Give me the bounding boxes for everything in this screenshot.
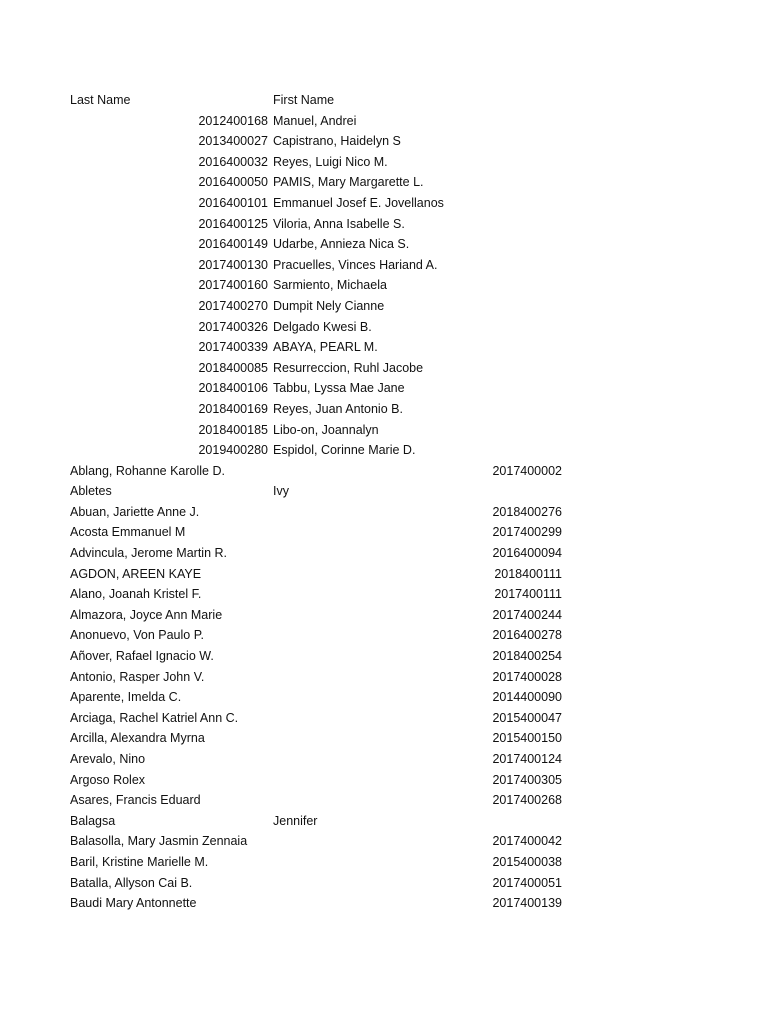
student-id-cell: 2017400305 [492, 772, 562, 787]
table-row [70, 399, 670, 420]
student-id-cell: 2018400111 [494, 566, 562, 581]
table-row [70, 440, 670, 461]
student-id-cell: 2015400150 [492, 731, 562, 746]
header-first-name: First Name [273, 93, 335, 107]
table-row [70, 275, 670, 296]
full-name-cell: Tabbu, Lyssa Mae Jane [273, 381, 405, 396]
student-id-cell: 2017400268 [492, 793, 562, 808]
student-id-cell: 2018400254 [492, 649, 562, 664]
last-name-cell: Almazora, Joyce Ann Marie [70, 607, 223, 622]
student-id-cell: 2017400124 [492, 752, 562, 766]
student-id-cell: 2017400002 [492, 463, 562, 478]
student-id-cell: 2018400085 [198, 360, 268, 375]
table-row [70, 234, 670, 255]
spreadsheet-page [70, 90, 670, 914]
table-row [70, 420, 670, 441]
student-id-cell: 2017400028 [492, 669, 562, 684]
first-name-cell: Jennifer [273, 813, 318, 828]
table-row [70, 646, 670, 667]
student-id-cell: 2017400326 [198, 319, 268, 334]
table-row [70, 708, 670, 729]
header-row [70, 90, 670, 111]
full-name-cell: Dumpit Nely Cianne [273, 298, 385, 313]
full-name-cell: Emmanuel Josef E. Jovellanos [273, 195, 444, 210]
id-first-rows [70, 111, 670, 461]
table-row [70, 749, 670, 770]
student-id-cell: 2018400106 [198, 381, 268, 396]
table-row [70, 790, 670, 811]
student-id-cell: 2016400125 [198, 216, 268, 231]
table-row [70, 522, 670, 543]
full-name-cell: ABAYA, PEARL M. [273, 340, 378, 355]
last-name-cell: Balagsa [70, 813, 116, 828]
last-name-cell: Alano, Joanah Kristel F. [70, 587, 202, 602]
student-id-cell: 2017400042 [492, 834, 562, 849]
table-row [70, 296, 670, 317]
table-row [70, 687, 670, 708]
student-id-cell: 2019400280 [198, 443, 268, 458]
last-name-cell: Acosta Emmanuel M [70, 525, 186, 540]
table-row [70, 728, 670, 749]
last-name-cell: Anonuevo, Von Paulo P. [70, 628, 204, 643]
table-row [70, 193, 670, 214]
student-id-cell: 2012400168 [198, 113, 268, 128]
student-id-cell: 2016400050 [198, 175, 268, 190]
table-row [70, 770, 670, 791]
table-row [70, 852, 670, 873]
last-name-cell: Asares, Francis Eduard [70, 793, 201, 808]
student-id-cell: 2017400244 [492, 607, 562, 622]
last-name-cell: Aparente, Imelda C. [70, 690, 182, 705]
table-row [70, 873, 670, 894]
student-id-cell: 2018400185 [198, 422, 268, 437]
last-name-cell: Arcilla, Alexandra Myrna [70, 731, 205, 746]
last-name-cell: Baril, Kristine Marielle M. [70, 854, 209, 869]
table-row [70, 358, 670, 379]
full-name-cell: Reyes, Luigi Nico M. [273, 154, 388, 169]
table-row [70, 543, 670, 564]
last-name-cell: Añover, Rafael Ignacio W. [70, 649, 214, 664]
full-name-cell: Libo-on, Joannalyn [273, 422, 379, 437]
header-last-name: Last Name [70, 93, 131, 107]
table-row [70, 378, 670, 399]
table-row [70, 893, 670, 914]
table-row [70, 625, 670, 646]
full-name-cell: Udarbe, Annieza Nica S. [273, 237, 410, 252]
student-id-cell: 2016400101 [198, 195, 268, 210]
student-id-cell: 2017400299 [492, 525, 562, 540]
student-id-cell: 2017400339 [198, 340, 268, 355]
student-id-cell: 2016400278 [492, 628, 562, 643]
last-name-cell: AGDON, AREEN KAYE [70, 566, 202, 581]
student-id-cell: 2016400032 [198, 154, 268, 169]
last-name-cell: Balasolla, Mary Jasmin Zennaia [70, 834, 248, 849]
last-name-cell: Ablang, Rohanne Karolle D. [70, 463, 225, 478]
student-id-cell: 2017400051 [492, 875, 562, 890]
table-row [70, 811, 670, 832]
last-name-cell: Argoso Rolex [70, 772, 146, 787]
student-id-cell: 2015400047 [492, 710, 562, 725]
full-name-cell: Pracuelles, Vinces Hariand A. [273, 257, 438, 272]
student-id-cell: 2015400038 [492, 854, 562, 869]
student-id-cell: 2017400111 [494, 587, 562, 602]
student-id-cell: 2017400130 [198, 257, 268, 272]
table-row [70, 131, 670, 152]
table-row [70, 255, 670, 276]
last-name-cell: Antonio, Rasper John V. [70, 669, 205, 684]
full-name-cell: Viloria, Anna Isabelle S. [273, 216, 405, 231]
student-id-cell: 2014400090 [492, 690, 562, 705]
student-id-cell: 2017400139 [492, 896, 562, 911]
name-rows [70, 461, 670, 914]
last-name-cell: Batalla, Allyson Cai B. [70, 875, 193, 890]
student-id-cell: 2018400169 [198, 401, 268, 416]
full-name-cell: Espidol, Corinne Marie D. [273, 443, 416, 458]
table-row [70, 605, 670, 626]
table-row [70, 172, 670, 193]
student-id-cell: 2017400160 [198, 278, 268, 293]
table-row [70, 461, 670, 482]
table-row [70, 111, 670, 132]
student-id-cell: 2018400276 [492, 504, 562, 519]
table-row [70, 502, 670, 523]
last-name-cell: Abletes [70, 484, 112, 499]
table-row [70, 831, 670, 852]
student-id-cell: 2016400149 [198, 237, 268, 252]
full-name-cell: Reyes, Juan Antonio B. [273, 401, 403, 416]
last-name-cell: Baudi Mary Antonnette [70, 896, 197, 911]
last-name-cell: Arevalo, Nino [70, 752, 146, 766]
table-row [70, 481, 670, 502]
table-row [70, 564, 670, 585]
table-row [70, 337, 670, 358]
full-name-cell: Manuel, Andrei [273, 113, 357, 128]
full-name-cell: Sarmiento, Michaela [273, 278, 387, 293]
table-row [70, 584, 670, 605]
full-name-cell: Capistrano, Haidelyn S [273, 134, 401, 149]
last-name-cell: Advincula, Jerome Martin R. [70, 546, 228, 561]
table-row [70, 667, 670, 688]
last-name-cell: Arciaga, Rachel Katriel Ann C. [70, 710, 239, 725]
table-row [70, 317, 670, 338]
student-id-cell: 2016400094 [492, 546, 562, 561]
full-name-cell: PAMIS, Mary Margarette L. [273, 175, 424, 190]
first-name-cell: Ivy [273, 484, 289, 499]
full-name-cell: Delgado Kwesi B. [273, 319, 372, 334]
table-row [70, 214, 670, 235]
table-row [70, 152, 670, 173]
student-id-cell: 2013400027 [198, 134, 268, 149]
student-id-cell: 2017400270 [198, 298, 268, 313]
last-name-cell: Abuan, Jariette Anne J. [70, 504, 200, 519]
full-name-cell: Resurreccion, Ruhl Jacobe [273, 360, 424, 375]
